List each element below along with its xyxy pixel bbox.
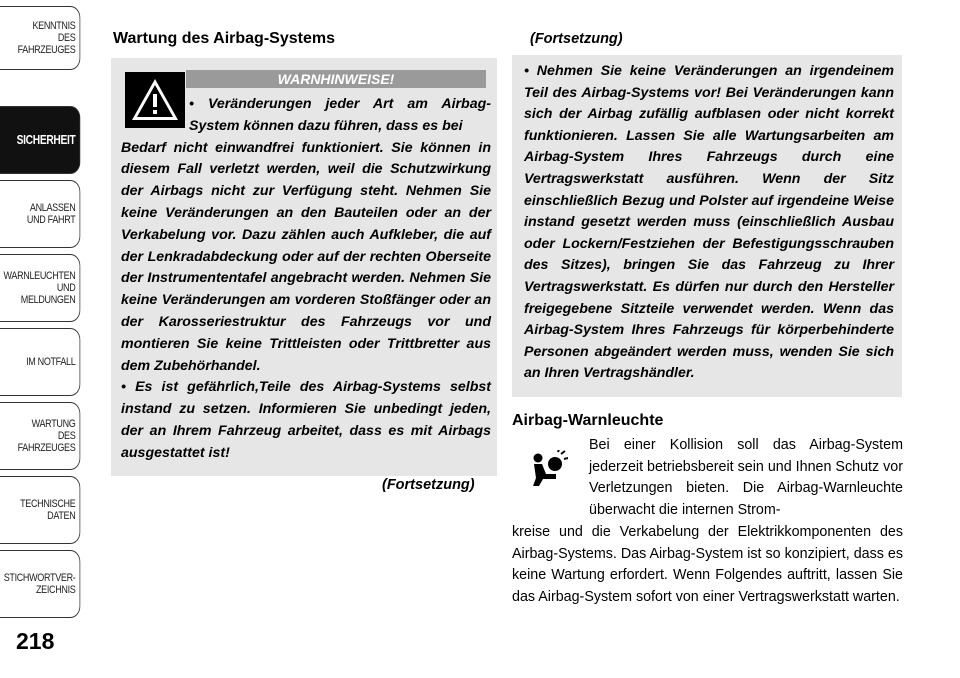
airbag-warnleuchte-text-indented: Bei einer Kollision soll das Airbag-System jederzeit betriebsbereit sein und Ihnen Schutz vor Verletzungen bieten. Die Airbag-Warnleuchte überwacht die internen Strom- — [589, 437, 903, 518]
tab-warnleuchten[interactable]: WARNLEUCHTEN UND MELDUNGEN — [0, 254, 80, 322]
warning-box-continued — [512, 55, 902, 397]
chapter-tabs — [0, 0, 104, 620]
warning-body-1: Bedarf nicht einwandfrei funktioniert. Sie können in diesem Fall verletzt werden, weil die Schutzwirkung der Airbags nicht zur Verfügung steht. Nehmen Sie keine Veränderungen an den Bauteilen oder an der Verkabelung vor. Dazu zählen auch Aufkleber, die auf der Lenkradabdeckung oder auf der rechten Oberseite der Instrumententafel angebracht werden. Nehmen Sie keine Veränderungen am vorderen Stoßfänger oder an der Karosseriestruktur des Fahrzeugs vor und montieren Sie keine Trittleisten oder Trittbretter aus dem Zubehörhandel. — [121, 139, 491, 374]
warning-text-continued: • Nehmen Sie keine Veränderungen an irgendeinem Teil des Airbag-Systems vor! Bei Veränderungen kann sich der Airbag zufällig aufblasen oder nicht korrekt funktionieren. Lassen Sie alle Wartungsarbeiten am Airbag-System Ihres Fahrzeugs durch eine Vertragswerkstatt ausführen. Wenn der Sitz einschließlich Bezug und Polster auf irgendeine Weise instand gesetzt werden muss (einschließlich Ausbau oder Lockern/Festziehen der Befestigungsschrauben des Sitzes), bringen Sie das Fahrzeug zu Ihrer Vertragswerkstatt. Es dürfen nur durch den Hersteller freigegebene Sitzteile verwendet werden. Wenn das Airbag-System Ihres Fahrzeugs für körperbehinderte Personen abgeändert werden muss, wenden Sie sich an Ihren Vertragshändler. — [524, 63, 894, 382]
continued-header: (Fortsetzung) — [530, 31, 623, 47]
tab-stichwortverzeichnis[interactable]: STICHWORTVER- ZEICHNIS — [0, 550, 80, 618]
section-heading-airbag-warnleuchte: Airbag-Warnleuchte — [512, 412, 664, 429]
warning-text — [121, 94, 491, 465]
tab-kenntnis[interactable]: KENNTNIS DES FAHRZEUGES — [0, 6, 80, 70]
warning-box — [111, 58, 497, 476]
warning-body-2: • Es ist gefährlich,Teile des Airbag-Systems selbst instand zu setzen. Informieren Sie unbedingt jeden, der an Ihrem Fahrzeug arbeitet, dass es mit Airbags ausgestattet ist! — [121, 379, 491, 461]
tab-technische-daten[interactable]: TECHNISCHE DATEN — [0, 476, 80, 544]
warning-lead: • Veränderungen jeder Art am Airbag-System können dazu führen, dass es bei — [189, 96, 491, 134]
tab-sicherheit[interactable]: SICHERHEIT — [0, 106, 80, 174]
tab-anlassen[interactable]: ANLASSEN UND FAHRT — [0, 180, 80, 248]
continued-label: (Fortsetzung) — [382, 477, 475, 493]
section-heading-wartung: Wartung des Airbag-Systems — [113, 30, 335, 47]
airbag-warnleuchte-text: kreise und die Verkabelung der Elektrikkomponenten des Airbag-Systems. Das Airbag-System ist so konzipiert, dass es keine Wartung erfordert. Wenn Folgendes auftritt, lassen Sie das Airbag-System sofort von einer Vertragswerkstatt warten. — [512, 524, 903, 605]
page-number: 218 — [16, 628, 55, 654]
warning-title: WARNHINWEISE! — [186, 70, 486, 88]
airbag-warning-icon — [528, 450, 568, 490]
tab-im-notfall[interactable]: IM NOTFALL — [0, 328, 80, 396]
tab-wartung[interactable]: WARTUNG DES FAHRZEUGES — [0, 402, 80, 470]
